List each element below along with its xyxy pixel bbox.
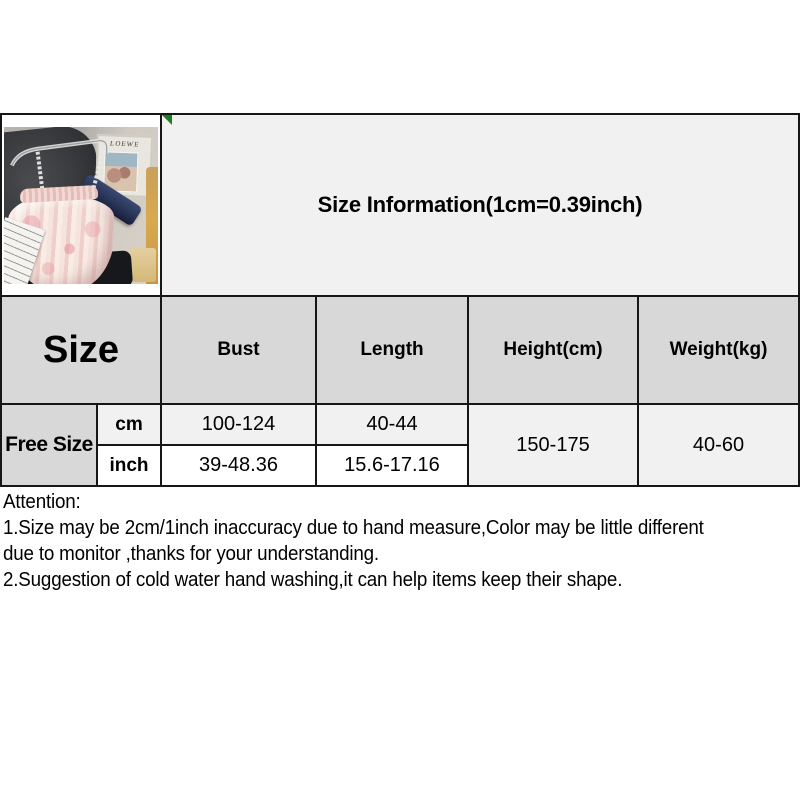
column-header-length — [317, 297, 467, 403]
free-size-label: Free Size — [5, 433, 93, 456]
height-range-value: 150-175 — [516, 433, 590, 456]
bust-header-label: Bust — [217, 339, 260, 360]
attention-line: 1.Size may be 2cm/1inch inaccuracy due to hand measure,Color may be little different — [3, 517, 704, 539]
unit-label-inch — [98, 446, 160, 485]
table-cell-height-range — [469, 405, 637, 485]
row-label-free-size — [2, 405, 96, 485]
weight-range-value: 40-60 — [692, 433, 745, 456]
table-cell-length-inch — [317, 446, 467, 485]
length-cm-value: 40-44 — [366, 413, 418, 435]
attention-title: Attention: — [3, 491, 81, 513]
banner-title-cell — [162, 115, 798, 295]
product-photo — [4, 127, 158, 284]
attention-notes — [3, 489, 793, 593]
table-cell-length-cm — [317, 405, 467, 444]
column-header-bust — [162, 297, 315, 403]
table-cell-bust-cm — [162, 405, 315, 444]
banner-title: Size Information(1cm=0.39inch) — [317, 192, 643, 217]
product-photo-cell — [2, 115, 160, 295]
bust-cm-value: 100-124 — [201, 413, 276, 435]
column-header-size — [2, 297, 160, 403]
size-header-label: Size — [42, 328, 120, 371]
height-header-label: Height(cm) — [503, 339, 603, 360]
table-cell-weight-range — [639, 405, 798, 485]
size-chart-table — [0, 113, 800, 487]
photo-frame-brand-text: LOEWE — [109, 139, 141, 149]
bust-inch-value: 39-48.36 — [199, 454, 278, 476]
length-inch-value: 15.6-17.16 — [344, 454, 440, 476]
cm-label: cm — [115, 413, 143, 435]
column-header-weight — [639, 297, 798, 403]
green-corner-marker — [162, 115, 172, 125]
unit-label-cm — [98, 405, 160, 444]
weight-header-label: Weight(kg) — [669, 339, 768, 360]
column-header-height — [469, 297, 637, 403]
inch-label: inch — [109, 454, 149, 476]
length-header-label: Length — [360, 339, 424, 360]
attention-line: 2.Suggestion of cold water hand washing,it can help items keep their shape. — [3, 569, 623, 591]
table-cell-bust-inch — [162, 446, 315, 485]
attention-line: due to monitor ,thanks for your understanding. — [3, 543, 379, 565]
